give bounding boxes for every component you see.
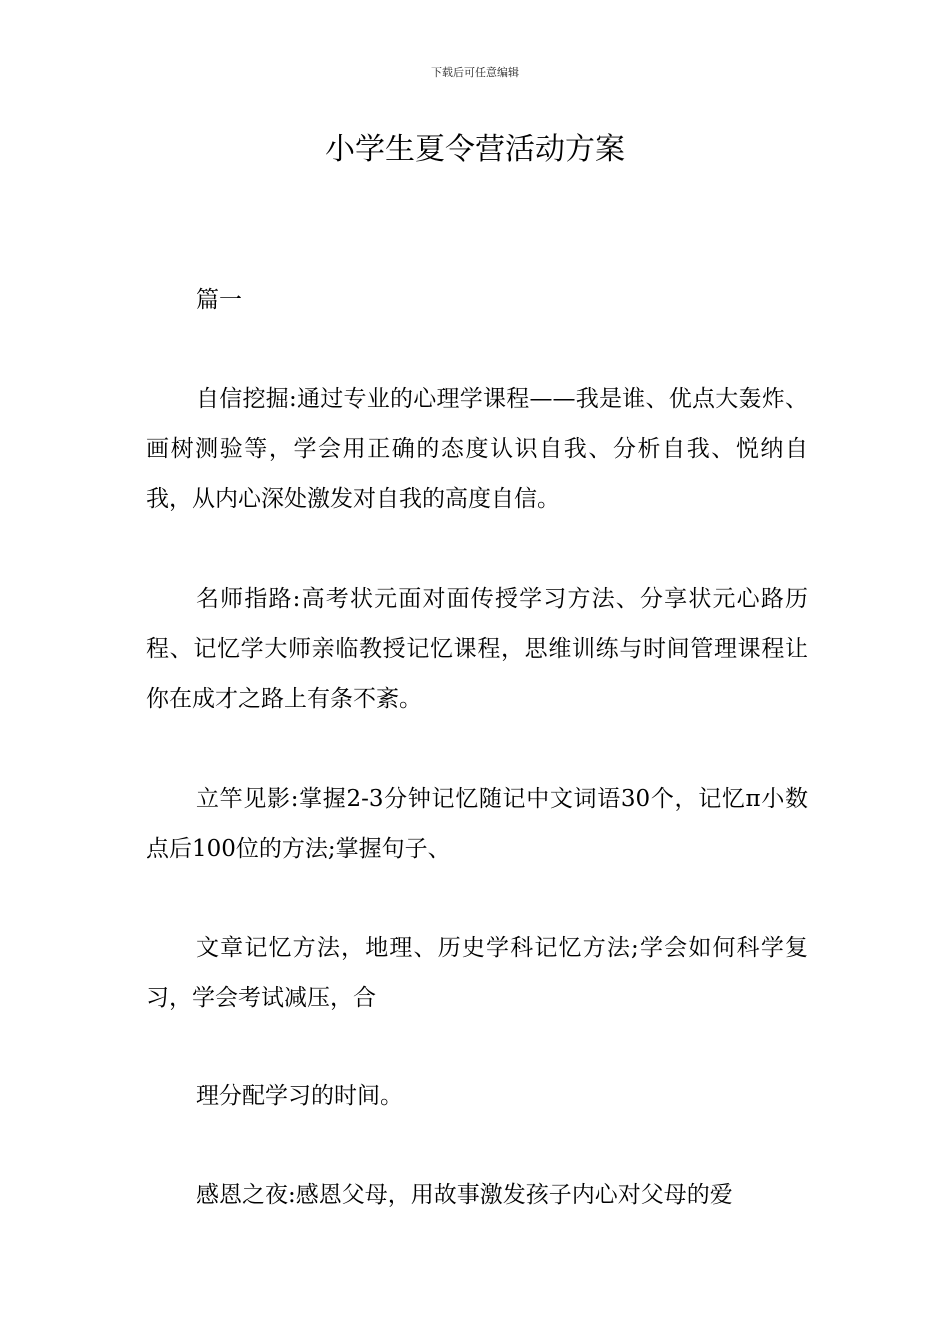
paragraph-time-allocation: 理分配学习的时间。 <box>196 1083 403 1109</box>
paragraph-memory: 立竿见影:掌握2-3分钟记忆随记中文词语30个，记忆π小数点后100位的方法;掌握句子、 <box>146 786 808 862</box>
paragraph-study-methods: 文章记忆方法，地理、历史学科记忆方法;学会如何科学复习，学会考试减压，合 <box>146 935 808 1011</box>
paragraph-gratitude: 感恩之夜:感恩父母，用故事激发孩子内心对父母的爱 <box>196 1182 733 1208</box>
paragraph-confidence: 自信挖掘:通过专业的心理学课程——我是谁、优点大轰炸、画树测验等，学会用正确的态度认识自我、分析自我、悦纳自我，从内心深处激发对自我的高度自信。 <box>146 386 808 512</box>
header-note: 下载后可任意编辑 <box>431 66 519 79</box>
paragraph-mentor: 名师指路:高考状元面对面传授学习方法、分享状元心路历程、记忆学大师亲临教授记忆课程，思维训练与时间管理课程让你在成才之路上有条不紊。 <box>146 586 808 712</box>
paragraph-section-label: 篇一 <box>196 287 242 313</box>
document-title: 小学生夏令营活动方案 <box>325 132 625 167</box>
